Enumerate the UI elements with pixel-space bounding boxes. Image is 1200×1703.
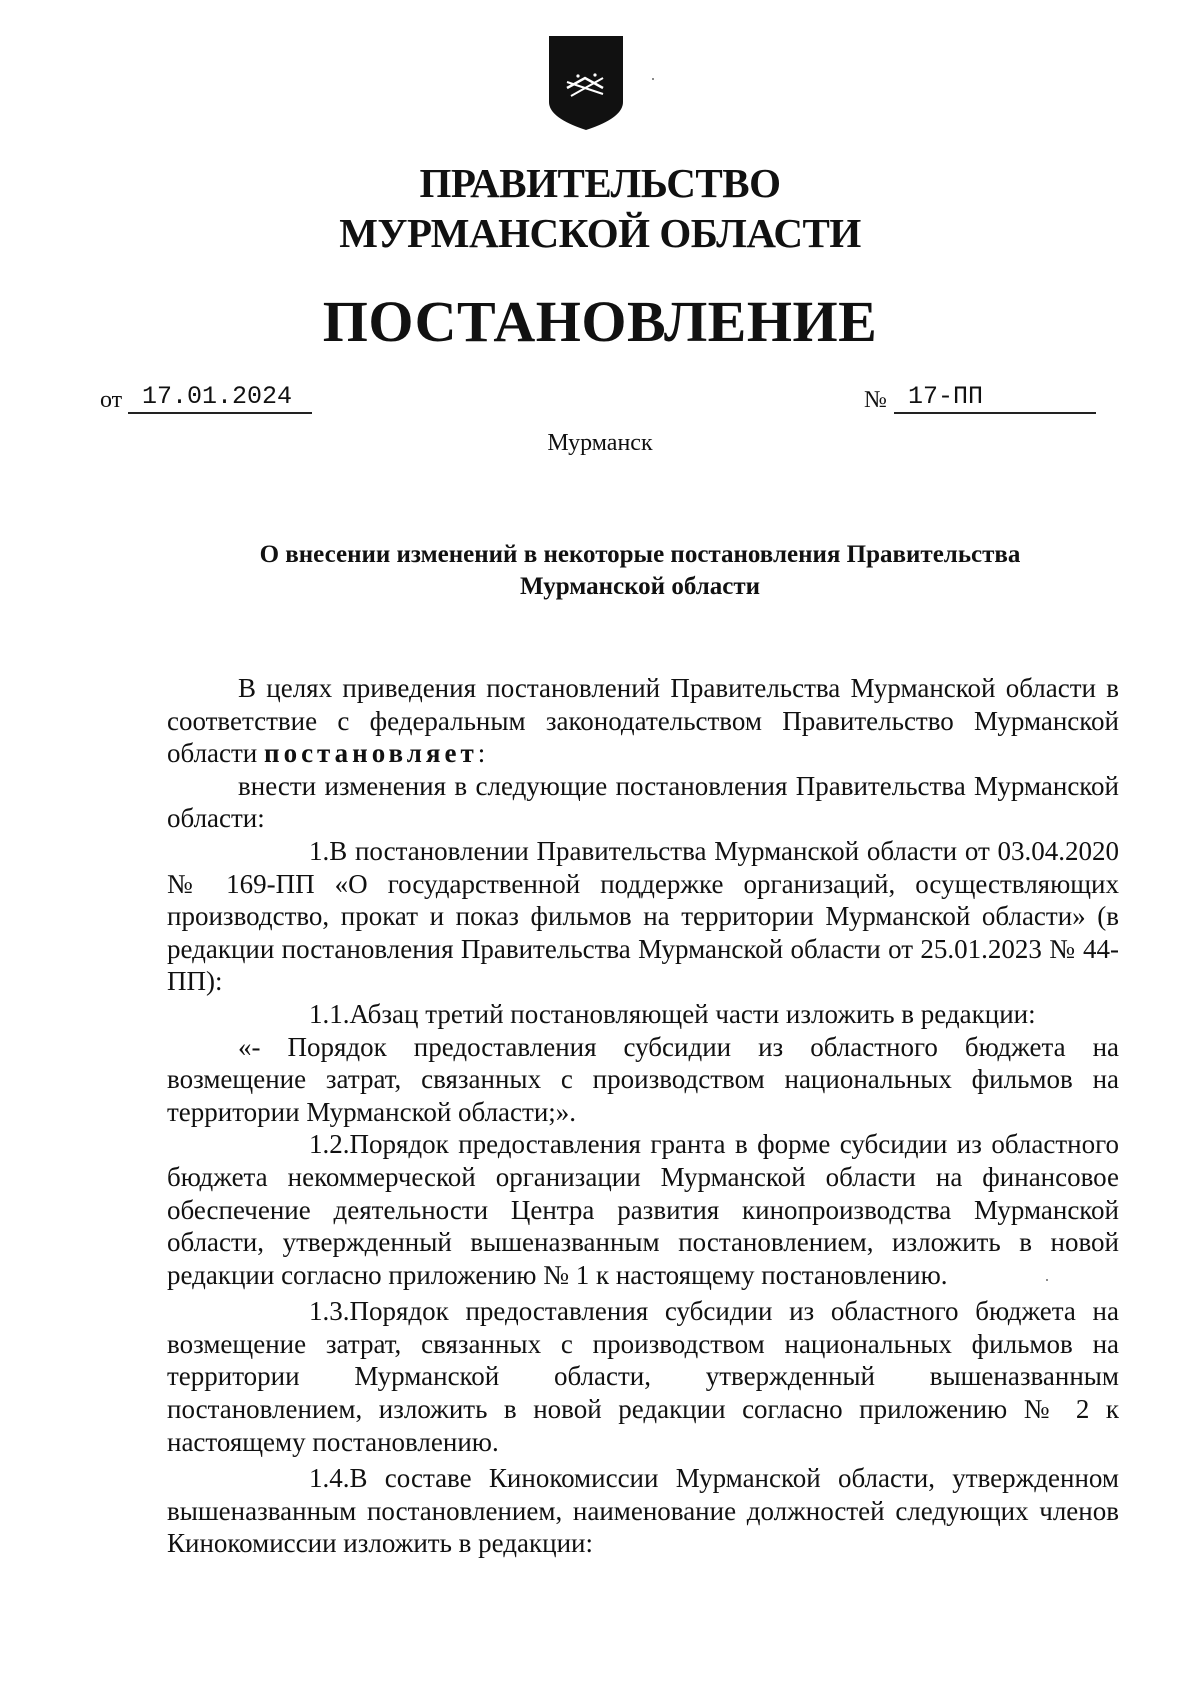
government-name-line2: МУРМАНСКОЙ ОБЛАСТИ	[339, 210, 861, 256]
preamble-text: В целях приведения постановлений Правительства Мурманской области в соответствие с федеральным законодательством Правительство Мурманской области	[167, 673, 1119, 769]
paragraph-item-1	[167, 835, 1119, 998]
paragraph-introduce: внести изменения в следующие постановления Правительства Мурманской области:	[167, 770, 1119, 834]
item-number: 1.2.	[309, 1129, 350, 1160]
document-type-title: ПОСТАНОВЛЕНИЕ	[322, 289, 878, 354]
subject-line1: О внесении изменений в некоторые постановления Правительства	[259, 541, 1021, 568]
item-text: В постановлении Правительства Мурманской области от 03.04.2020 № 169-ПП «О государственной поддержке организаций, осуществляющих производство, прокат и показ фильмов на территории Мурманской области» (в редакции постановления Правительства Мурманской области от 25.01.2023 № 44-ПП):	[167, 835, 1119, 997]
subject-line2: Мурманской области	[519, 573, 761, 600]
number-label: №	[864, 387, 887, 413]
item-text: Порядок предоставления гранта в форме субсидии из областного бюджета некоммерческой организации Мурманской области на финансовое обеспечение деятельности Центра развития кинопроизводства Мурманской области, утвержденный вышеназванным постановлением, изложить в новой редакции согласно приложению № 1 к настоящему постановлению.	[167, 1129, 1119, 1290]
item-text: Порядок предоставления субсидии из областного бюджета на возмещение затрат, связанных с производством национальных фильмов на территории Мурманской области, утвержденный вышеназванным постановлением, изложить в новой редакции согласно приложению № 2 к настоящему постановлению.	[167, 1296, 1119, 1457]
date-value: 17.01.2024	[128, 382, 312, 414]
paragraph-preamble	[167, 672, 1119, 770]
item-number: 1.3.	[309, 1296, 350, 1327]
paragraph-item-1-4	[167, 1462, 1119, 1560]
document-city: Мурманск	[547, 430, 653, 456]
item-number: 1.4.	[309, 1463, 350, 1494]
document-date	[100, 382, 312, 418]
document-subject	[175, 539, 1105, 603]
document-body	[167, 672, 1119, 1560]
document-number	[864, 382, 1096, 418]
item-number: 1.1.	[309, 998, 350, 1029]
paragraph-item-1-2	[167, 1128, 1119, 1291]
paragraph-item-1-1	[167, 998, 1119, 1031]
scan-artifact	[652, 78, 654, 80]
government-name-line1: ПРАВИТЕЛЬСТВО	[419, 160, 781, 206]
resolution-keyword: постановляет	[264, 738, 478, 769]
preamble-colon: :	[477, 738, 486, 769]
item-text: Абзац третий постановляющей части изложить в редакции:	[349, 998, 1036, 1029]
paragraph-item-1-3	[167, 1295, 1119, 1458]
paragraph-quote: «- Порядок предоставления субсидии из областного бюджета на возмещение затрат, связанных с производством национальных фильмов на территории Мурманской области;».	[167, 1031, 1119, 1127]
scan-artifact	[1046, 1279, 1048, 1281]
government-name	[0, 158, 1200, 258]
item-text: В составе Кинокомиссии Мурманской области, утвержденном вышеназванным постановлением, наименование должностей следующих членов Кинокомиссии изложить в редакции:	[167, 1463, 1119, 1559]
number-value: 17-ПП	[894, 382, 1096, 414]
item-number: 1.	[309, 835, 330, 866]
date-label: от	[100, 387, 123, 413]
coat-of-arms-emblem	[545, 32, 627, 132]
